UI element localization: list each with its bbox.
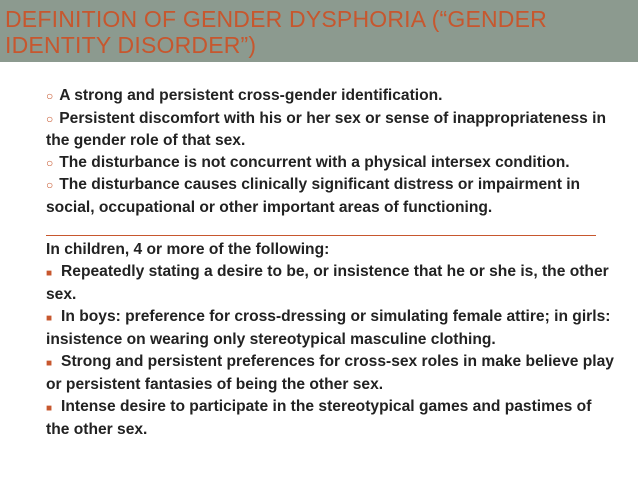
criterion-item: [46, 108, 616, 152]
criterion-item: [46, 174, 616, 218]
circle-bullet-icon: ○: [46, 155, 54, 170]
criterion-item: [46, 85, 616, 108]
children-item-text: Intense desire to participate in the stereotypical games and pastimes of the other sex.: [46, 397, 592, 438]
circle-bullet-icon: ○: [46, 111, 54, 126]
children-item: [46, 351, 616, 396]
spacer: [46, 218, 616, 239]
square-bullet-icon: ■: [46, 312, 53, 324]
criterion-text: A strong and persistent cross-gender identification.: [59, 87, 443, 104]
circle-bullet-icon: ○: [46, 89, 54, 103]
slide-title-line-1: DEFINITION OF GENDER DYSPHORIA (“GENDER: [5, 6, 547, 32]
title-bar: [0, 0, 638, 62]
children-item: [46, 396, 616, 441]
square-bullet-icon: ■: [46, 357, 53, 369]
criterion-text: Persistent discomfort with his or her sex or sense of inappropriateness in the gender role of that sex.: [46, 109, 607, 149]
slide-title-line-2: IDENTITY DISORDER”): [5, 32, 257, 58]
criterion-text: The disturbance is not concurrent with a physical intersex condition.: [59, 153, 570, 171]
square-bullet-icon: ■: [46, 402, 53, 414]
children-item: [46, 261, 616, 306]
slide-body: [46, 85, 616, 441]
circle-bullet-icon: ○: [46, 178, 54, 192]
children-item-text: In boys: preference for cross-dressing or simulating female attire; in girls: insistence on wearing only stereotypical masculine clothing.: [46, 307, 611, 348]
square-bullet-icon: ■: [46, 267, 53, 279]
criterion-item: [46, 152, 616, 175]
slide-title: [5, 6, 625, 58]
children-item-text: Repeatedly stating a desire to be, or insistence that he or she is, the other sex.: [46, 262, 609, 303]
children-heading: In children, 4 or more of the following:: [46, 241, 330, 258]
children-item-text: Strong and persistent preferences for cross-sex roles in make believe play or persistent fantasies of being the other sex.: [46, 352, 614, 393]
children-item: [46, 306, 616, 351]
criterion-text: The disturbance causes clinically significant distress or impairment in social, occupational or other important areas of functioning.: [46, 176, 581, 216]
